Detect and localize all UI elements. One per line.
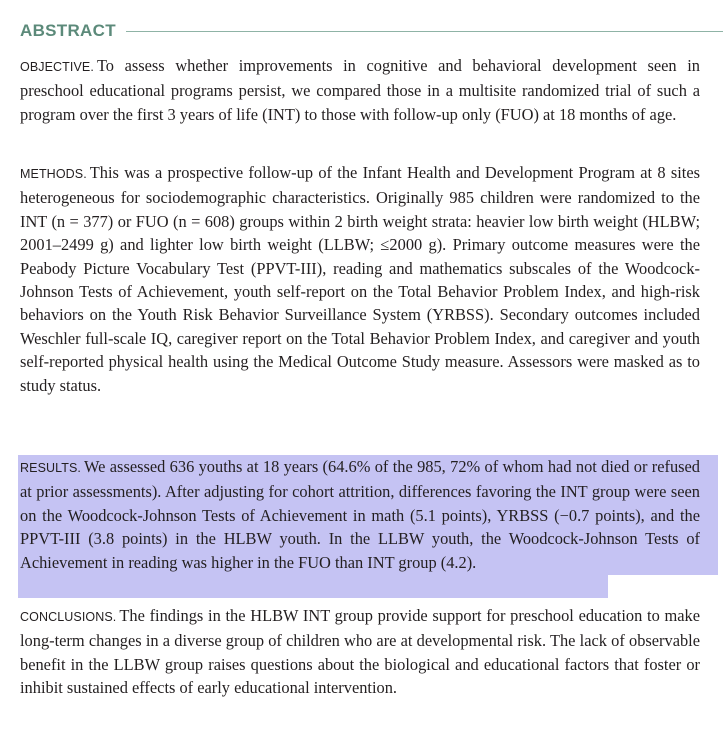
results-label: RESULTS. xyxy=(20,461,81,475)
objective-label: OBJECTIVE. xyxy=(20,60,94,74)
objective-section xyxy=(20,54,700,126)
methods-label: METHODS. xyxy=(20,167,87,181)
results-section xyxy=(20,455,700,574)
objective-text: To assess whether improvements in cognitive and behavioral development seen in preschool educational programs persist, we compared those in a multisite randomized trial of such a program over the first 3 years of life (INT) to those with follow-up only (FUO) at 18 months of age. xyxy=(20,56,700,124)
conclusions-label: CONCLUSIONS. xyxy=(20,610,117,624)
results-text: We assessed 636 youths at 18 years (64.6% of the 985, 72% of whom had not died or refused at prior assessments). After adjusting for cohort attrition, differences favoring the INT group were seen on the Woodcock-Johnson Tests of Achievement in math (5.1 points), YRBSS (−0.7 points), and the PPVT-III (3.8 points) in the HLBW youth. In the LLBW youth, the Woodcock-Johnson Tests of Achievement in reading was higher in the FUO than INT group (4.2). xyxy=(20,457,700,572)
methods-text: This was a prospective follow-up of the Infant Health and Development Program at 8 sites heterogeneous for sociodemographic characteristics. Originally 985 children were randomized to the INT (n = 377) or FUO (n = 608) groups within 2 birth weight strata: heavier low birth weight (HLBW; 2001–2499 g) and lighter low birth weight (LLBW; ≤2000 g). Primary outcome measures were the Peabody Picture Vocabulary Test (PPVT-III), reading and mathematics subscales of the Woodcock-Johnson Tests of Achievement, youth self-report on the Total Behavior Problem Index, and high-risk behaviors on the Youth Risk Behavior Surveillance System (YRBSS). Secondary outcomes included Weschler full-scale IQ, caregiver report on the Total Behavior Problem Index, and caregiver and youth self-reported physical health using the Medical Outcome Study measure. Assessors were masked as to study status. xyxy=(20,163,700,395)
conclusions-section xyxy=(20,604,700,700)
conclusions-text: The findings in the HLBW INT group provide support for preschool education to make long-term changes in a diverse group of children who are at developmental risk. The lack of observable benefit in the LLBW group raises questions about the biological and educational factors that foster or inhibit sustained effects of early educational intervention. xyxy=(20,606,700,698)
methods-section xyxy=(20,161,700,397)
abstract-heading: ABSTRACT xyxy=(20,21,116,40)
abstract-header xyxy=(20,18,723,44)
heading-rule xyxy=(126,31,723,32)
